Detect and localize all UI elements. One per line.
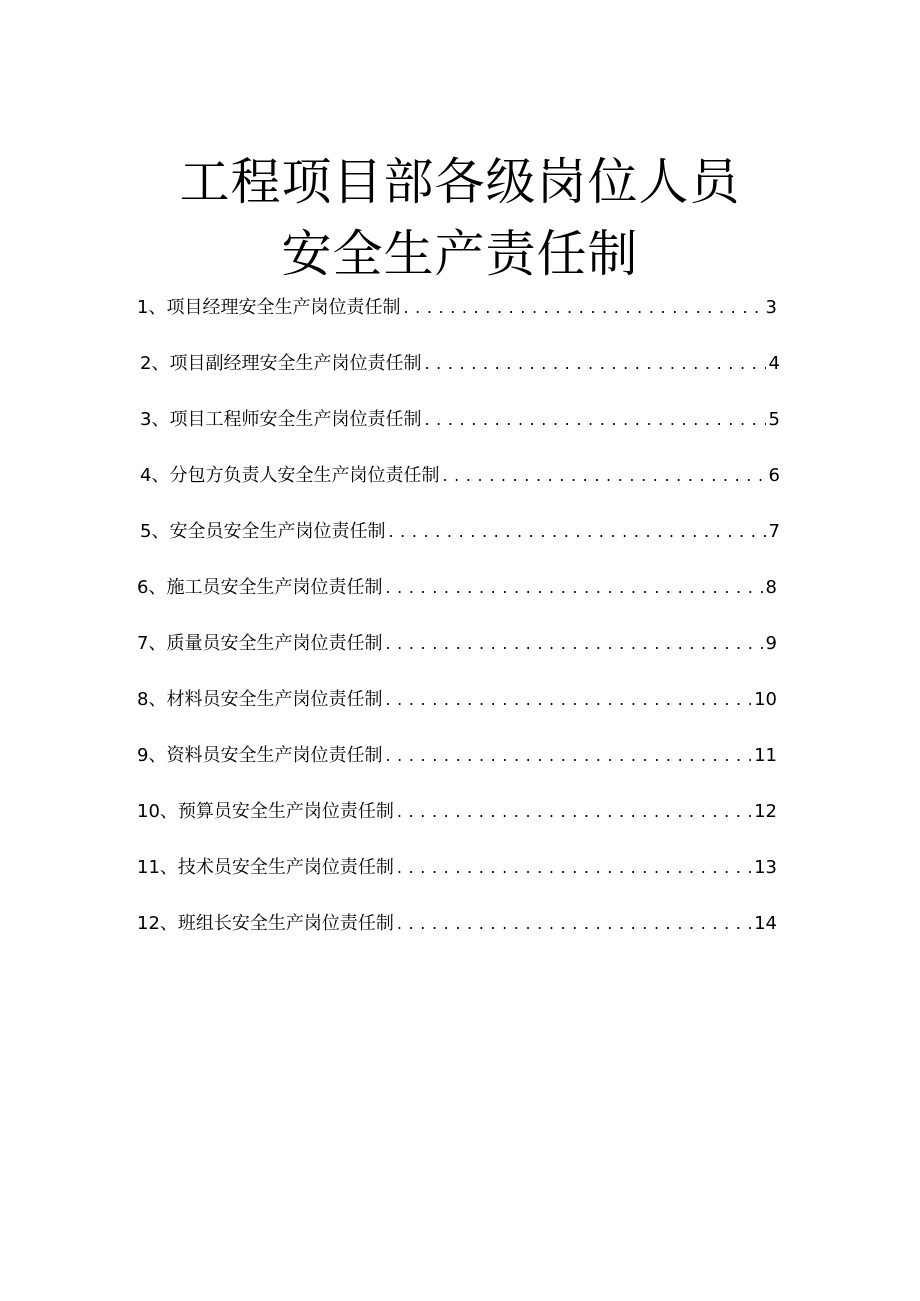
toc-entry-number: 7、 [137, 633, 167, 654]
toc-entry-title: 项目工程师安全生产岗位责任制 [169, 409, 422, 430]
toc-entry-title: 资料员安全生产岗位责任制 [166, 745, 383, 766]
toc-entry-page-number: 8 [765, 577, 777, 598]
toc-entry-page-number: 11 [754, 745, 777, 766]
toc-entry[interactable] [137, 910, 777, 938]
toc-entry[interactable] [140, 406, 780, 434]
toc-dot-leader [385, 574, 762, 602]
toc-entry[interactable] [140, 518, 780, 546]
toc-entry-number: 1、 [137, 297, 167, 318]
toc-entry-title: 施工员安全生产岗位责任制 [166, 577, 383, 598]
toc-dot-leader [403, 294, 762, 322]
toc-entry-page-number: 5 [768, 409, 780, 430]
toc-entry-title: 分包方负责人安全生产岗位责任制 [169, 465, 440, 486]
toc-entry-page-number: 13 [754, 857, 777, 878]
toc-entry-page-number: 9 [765, 633, 777, 654]
toc-entry-page-number: 3 [765, 297, 777, 318]
toc-entry-title: 技术员安全生产岗位责任制 [177, 857, 394, 878]
toc-entry-number: 9、 [137, 745, 167, 766]
toc-dot-leader [397, 854, 751, 882]
toc-entry[interactable] [137, 574, 777, 602]
toc-dot-leader [385, 686, 751, 714]
toc-entry-page-number: 10 [754, 689, 777, 710]
toc-entry[interactable] [137, 294, 777, 322]
toc-entry-number: 12、 [137, 913, 178, 934]
toc-entry-page-number: 7 [768, 521, 780, 542]
toc-entry-number: 5、 [140, 521, 170, 542]
title-line-2: 安全生产责任制 [281, 224, 639, 283]
toc-dot-leader [424, 350, 765, 378]
toc-entry-title: 班组长安全生产岗位责任制 [177, 913, 394, 934]
toc-entry[interactable] [137, 686, 777, 714]
toc-entry-page-number: 12 [754, 801, 777, 822]
toc-entry-number: 2、 [140, 353, 170, 374]
toc-entry[interactable] [140, 350, 780, 378]
toc-entry-page-number: 4 [768, 353, 780, 374]
toc-entry[interactable] [137, 742, 777, 770]
toc-dot-leader [385, 742, 751, 770]
toc-entry-number: 8、 [137, 689, 167, 710]
toc-dot-leader [388, 518, 765, 546]
toc-entry-page-number: 6 [768, 465, 780, 486]
toc-entry-number: 3、 [140, 409, 170, 430]
toc-dot-leader [442, 462, 765, 490]
toc-entry-number: 10、 [137, 801, 178, 822]
toc-entry[interactable] [137, 854, 777, 882]
toc-dot-leader [424, 406, 765, 434]
toc-entry[interactable] [140, 462, 780, 490]
toc-dot-leader [397, 798, 751, 826]
toc-entry-title: 安全员安全生产岗位责任制 [169, 521, 386, 542]
toc-entry-page-number: 14 [754, 913, 777, 934]
toc-entry-number: 11、 [137, 857, 178, 878]
toc-entry-title: 项目经理安全生产岗位责任制 [166, 297, 401, 318]
toc-entry-title: 项目副经理安全生产岗位责任制 [169, 353, 422, 374]
toc-entry-number: 4、 [140, 465, 170, 486]
document-title [0, 146, 920, 290]
title-line-1: 工程项目部各级岗位人员 [179, 152, 741, 211]
toc-dot-leader [397, 910, 751, 938]
toc-entry[interactable] [137, 630, 777, 658]
toc-dot-leader [385, 630, 762, 658]
toc-entry-title: 材料员安全生产岗位责任制 [166, 689, 383, 710]
toc-entry-number: 6、 [137, 577, 167, 598]
toc-entry-title: 质量员安全生产岗位责任制 [166, 633, 383, 654]
toc-entry[interactable] [137, 798, 777, 826]
toc-entry-title: 预算员安全生产岗位责任制 [177, 801, 394, 822]
